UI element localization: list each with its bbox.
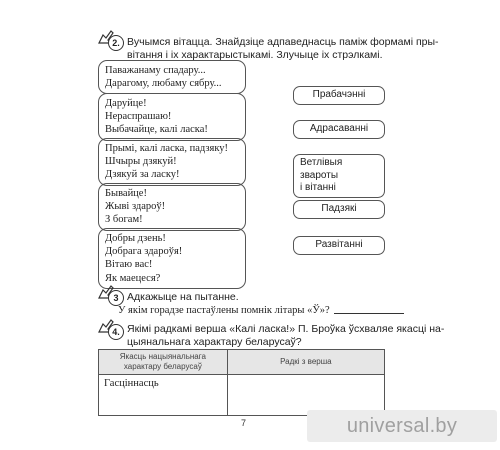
bubble-line: Нераспрашаю! [105, 111, 172, 123]
task-4-text-line1: Якімі радкамі верша «Калі ласка!» П. Броўка ўсхваляе якасці на- [127, 323, 445, 335]
bubble-line: Бывайце! [105, 188, 147, 199]
bubble-line: Прымі, калі ласка, падзяку! [105, 143, 229, 154]
category-label-1 [293, 86, 385, 105]
answer-line[interactable] [334, 313, 404, 314]
task-3-question [118, 305, 404, 316]
bubble-line: Добрага здароўя! [105, 246, 183, 258]
greeting-form-bubble-3 [98, 138, 246, 186]
table-header-lines: Радкі з верша [227, 350, 384, 375]
category-label-4 [293, 200, 385, 219]
label-line: Адрасаванні [309, 123, 369, 134]
bubble-line: Жыві здароў! [105, 201, 166, 213]
category-label-5 [293, 236, 385, 255]
label-line: Падзякі [321, 203, 357, 214]
bubble-line: Даруйце! [105, 98, 147, 109]
bubble-line: Шчыры дзякуй! [105, 156, 177, 168]
greeting-form-bubble-2 [98, 93, 246, 141]
bubble-line: Вітаю вас! [105, 259, 153, 271]
greeting-form-bubble-1 [98, 60, 246, 94]
bubble-line: Паважанаму спадару... [105, 65, 206, 76]
bubble-line: Добры дзень! [105, 233, 166, 244]
bubble-line: З богам! [105, 214, 143, 226]
qualities-table [98, 349, 385, 416]
task-3-question-text: У якім горадзе пастаўлены помнік літары «Ў»? [118, 305, 330, 316]
bubble-line: Дарагому, любаму сябру... [105, 78, 222, 90]
task-2-number: 2. [108, 35, 124, 51]
greeting-form-bubble-4 [98, 183, 246, 231]
task-2-text [127, 36, 439, 62]
task-4-text [127, 323, 444, 349]
label-line: і вітанні [300, 182, 336, 193]
category-label-2 [293, 120, 385, 139]
task-3-text: Адкажыце на пытанне. [127, 291, 239, 303]
task-3-number: 3 [108, 290, 124, 306]
category-label-3 [293, 154, 385, 198]
bubble-line: Выбачайце, калі ласка! [105, 124, 208, 136]
watermark: universal.by [307, 410, 497, 442]
task-2-text-line1: Вучымся вітацца. Знайдзіце адпаведнасць паміж формамі пры- [127, 36, 439, 48]
page-number: 7 [241, 418, 247, 428]
task-2-text-line2: вітання і іх характарыстыкамі. Злучыце іх стрэлкамі. [127, 49, 383, 61]
label-line: Ветлівыя звароты [300, 157, 343, 181]
task-4-number: 4. [108, 324, 124, 340]
bubble-line: Дзякуй за ласку! [105, 169, 180, 181]
task-4-text-line2: цыянальнага характару беларусаў? [127, 336, 302, 348]
greeting-form-bubble-5 [98, 228, 246, 289]
label-line: Прабачэнні [312, 89, 366, 100]
table-header-quality: Якасць нацыянальнага характару беларусаў [99, 350, 228, 375]
label-line: Развітанні [315, 239, 363, 250]
table-cell-quality: Гасціннасць [99, 375, 228, 416]
bubble-line: Як маецеся? [105, 272, 161, 284]
